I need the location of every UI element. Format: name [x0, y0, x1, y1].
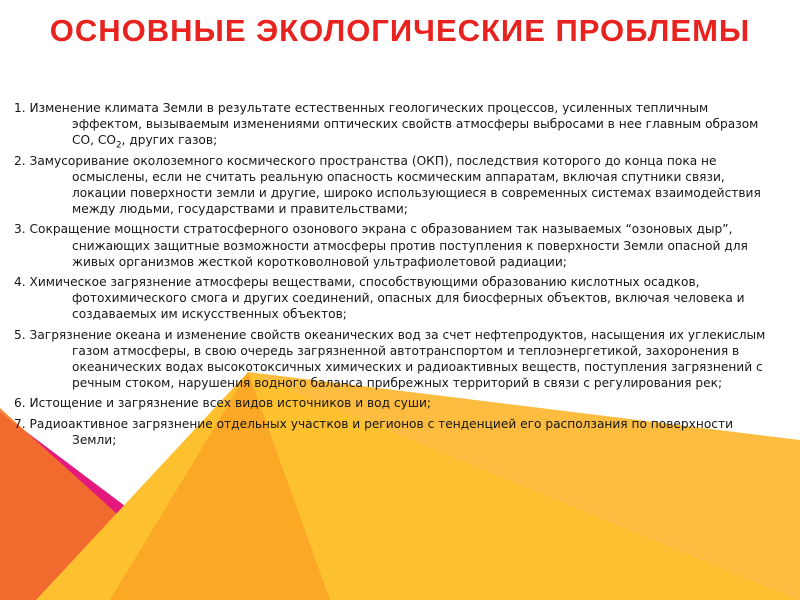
item-text: Изменение климата Земли в результате естественных геологических процессов, усиленных тепличным эффектом, вызываемым изменениями оптических свойств атмосферы выбросами в нее главным образом СО, СО: [29, 101, 759, 148]
item-number: 6.: [14, 396, 26, 411]
list-item: [14, 395, 776, 411]
list-item: [14, 327, 776, 392]
item-number: 3.: [14, 222, 26, 237]
item-text: Истощение и загрязнение всех видов источников и вод суши;: [29, 396, 432, 411]
item-text: Химическое загрязнение атмосферы веществами, способствующими образованию кислотных осадков, фотохимического смога и других соединений, опасных для биосферных объектов, включая человека и создаваемых им искусственных объектов;: [29, 275, 745, 322]
item-number: 4.: [14, 275, 26, 290]
item-text: Сокращение мощности стратосферного озонового экрана с образованием так называемых “озоновых дыр”, снижающих защитные возможности атмосферы против поступления к поверхности Земли опасной для живых организмов жесткой коротковолновой ультрафиолетовой радиации;: [29, 222, 748, 269]
list-item: [14, 100, 776, 149]
item-number: 2.: [14, 153, 26, 168]
slide-title: ОСНОВНЫЕ ЭКОЛОГИЧЕСКИЕ ПРОБЛЕМЫ: [49, 13, 751, 48]
item-text: Замусоривание околоземного космического пространства (ОКП), последствия которого до конца пока не осмыслены, если не считать реальную опасность космическим аппаратам, включая спутники связи, локации поверхности земли и другие, широко использующиеся в современных системах взаимодействия между людьми, государствами и правительствами;: [29, 153, 761, 217]
list-item: [14, 153, 776, 218]
item-number: 1.: [14, 101, 26, 115]
list-item: [14, 221, 776, 270]
problem-list: [14, 100, 776, 452]
item-subscript: 2: [115, 140, 122, 151]
item-number: 7.: [14, 416, 26, 431]
item-text: Радиоактивное загрязнение отдельных участков и регионов с тенденцией его расползания по поверхности Земли;: [29, 416, 734, 447]
item-number: 5.: [14, 327, 26, 342]
list-item: [14, 274, 776, 323]
item-text-end: , других газов;: [121, 133, 218, 148]
list-item: [14, 416, 776, 448]
item-text: Загрязнение океана и изменение свойств океанических вод за счет нефтепродуктов, насыщения их углекислым газом атмосферы, в свою очередь загрязненной автотранспортом и теплоэнергетикой, захоронения в океанических водах высокотоксичных химических и радиоактивных веществ, поступления загрязнений с речным стоком, нарушения водного баланса прибрежных территорий в связи с регулирования рек;: [29, 327, 766, 391]
